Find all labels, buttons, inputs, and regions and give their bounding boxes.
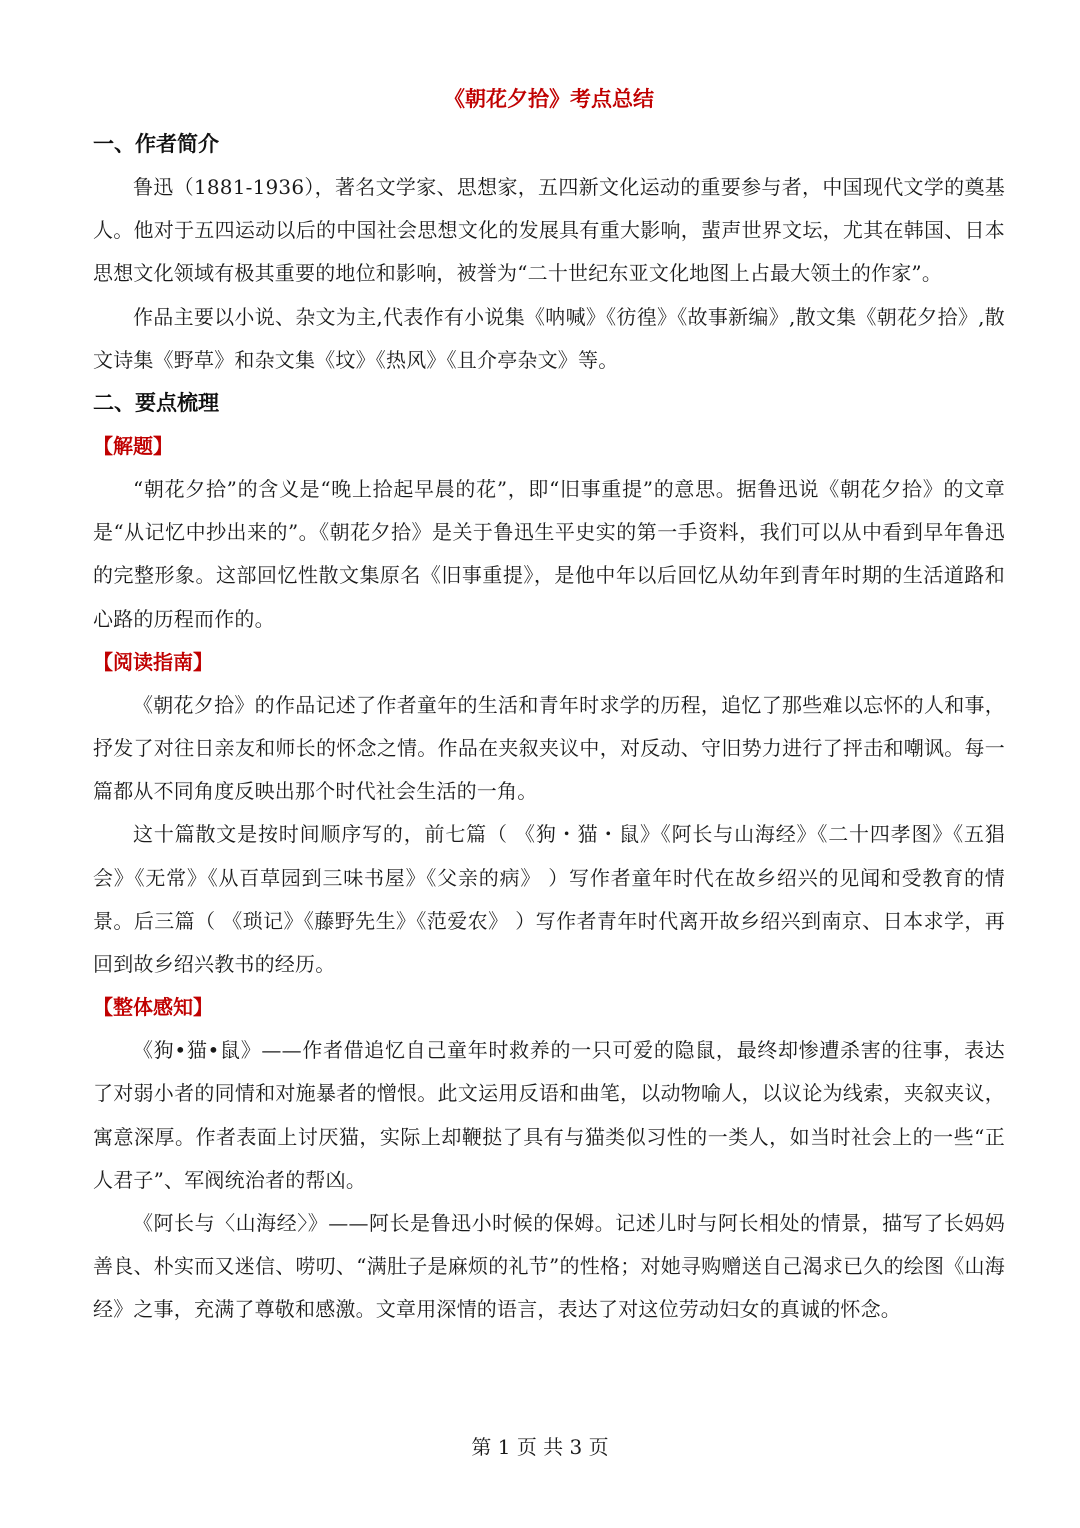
page-footer: 第 1 页 共 3 页: [471, 1435, 609, 1459]
section-heading-key-points: 二、要点梳理: [93, 391, 219, 416]
paragraph-title-explanation: “朝花夕拾”的含义是“晚上拾起早晨的花”，即“旧事重提”的意思。据鲁迅说《朝花夕拾》的文章是“从记忆中抄出来的”。《朝花夕拾》是关于鲁迅生平史实的第一手资料，我们可以从中看到早年鲁迅的完整形象。这部回忆性散文集原名《旧事重提》，是他中年以后回忆从幼年到青年时期的生活道路和心路的历程而作的。: [93, 477, 1005, 631]
tag-heading-overall-perception: 【整体感知】: [93, 995, 213, 1020]
paragraph-reading-guide-1: 《朝花夕拾》的作品记述了作者童年的生活和青年时求学的历程，追忆了那些难以忘怀的人和事，抒发了对往日亲友和师长的怀念之情。作品在夹叙夹议中，对反动、守旧势力进行了抨击和嘲讽。每一篇都从不同角度反映出那个时代社会生活的一角。: [93, 692, 1005, 804]
section-heading-author: 一、作者简介: [93, 132, 219, 156]
paragraph-author-works: 作品主要以小说、杂文为主,代表作有小说集《呐喊》《彷徨》《故事新编》,散文集《朝花夕拾》,散文诗集《野草》和杂文集《坟》《热风》《且介亭杂文》等。: [93, 304, 1005, 372]
paragraph-reading-guide-2: 这十篇散文是按时间顺序写的，前七篇（ 《狗・猫・鼠》《阿长与山海经》《二十四孝图》《五猖会》《无常》《从百草园到三味书屋》《父亲的病》 ）写作者童年时代在故乡绍兴的见闻和受教育的情景。后三篇（ 《琐记》《藤野先生》《范爱农》 ）写作者青年时代离开故乡绍兴到南京、日本求学，再回到故乡绍兴教书的经历。: [93, 822, 1005, 977]
paragraph-author-intro: 鲁迅（1881-1936），著名文学家、思想家，五四新文化运动的重要参与者，中国现代文学的奠基人。他对于五四运动以后的中国社会思想文化的发展具有重大影响，蜚声世界文坛，尤其在韩国、日本思想文化领域有极其重要的地位和影响，被誉为“二十世纪东亚文化地图上占最大领土的作家”。: [93, 175, 1005, 286]
tag-heading-title-explanation: 【解题】: [93, 434, 173, 459]
paragraph-overall-perception-1: 《狗•猫•鼠》——作者借追忆自己童年时救养的一只可爱的隐鼠，最终却惨遭杀害的往事，表达了对弱小者的同情和对施暴者的憎恨。此文运用反语和曲笔，以动物喻人，以议论为线索，夹叙夹议，寓意深厚。作者表面上讨厌猫，实际上却鞭挞了具有与猫类似习性的一类人，如当时社会上的一些“正人君子”、军阀统治者的帮凶。: [93, 1038, 1005, 1192]
document-title: 《朝花夕拾》考点总结: [444, 87, 654, 111]
paragraph-overall-perception-2: 《阿长与〈山海经〉》——阿长是鲁迅小时候的保姆。记述儿时与阿长相处的情景，描写了长妈妈善良、朴实而又迷信、唠叨、“满肚子是麻烦的礼节”的性格；对她寻购赠送自己渴求已久的绘图《山海经》之事，充满了尊敬和感激。文章用深情的语言，表达了对这位劳动妇女的真诚的怀念。: [93, 1211, 1005, 1322]
document-page: [93, 80, 1005, 1332]
tag-heading-reading-guide: 【阅读指南】: [93, 649, 213, 674]
